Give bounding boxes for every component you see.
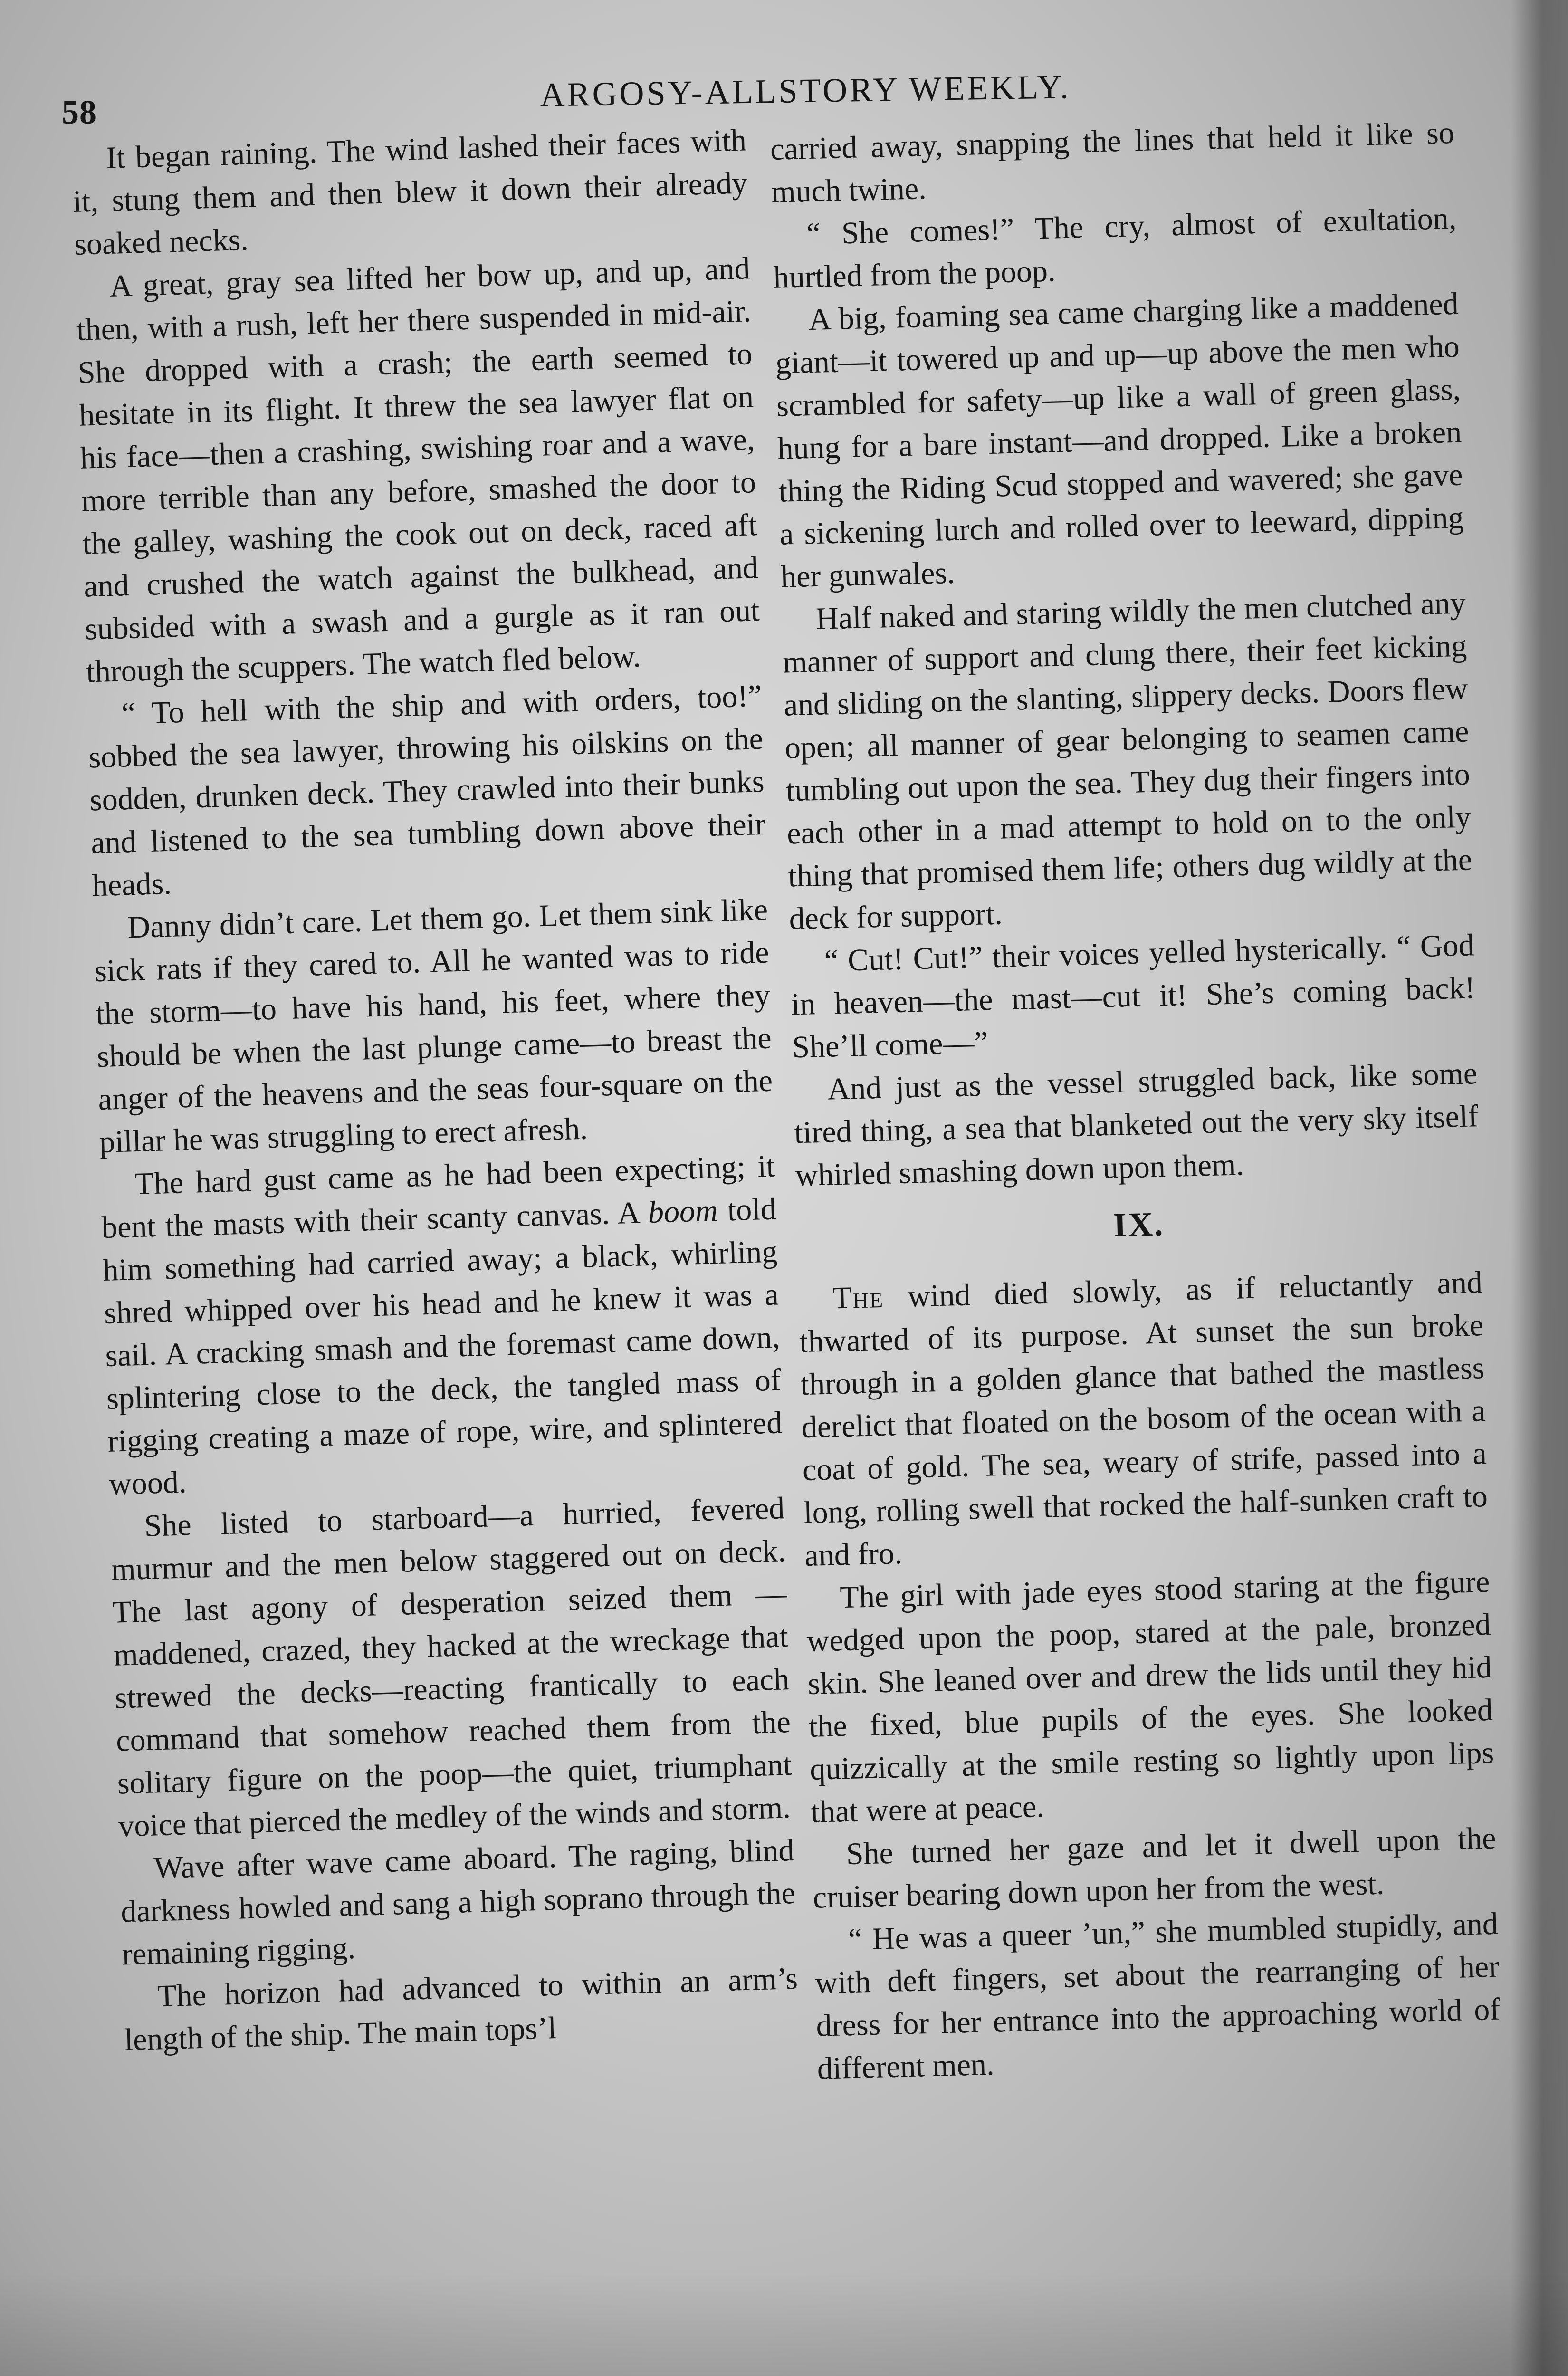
paragraph: It began raining. The wind lashed their faces with it, stung them and then blew it down their already soaked necks.: [72, 123, 748, 262]
paragraph: The horizon had advanced to within an arm’s length of the ship. The main tops’l: [124, 1961, 798, 2058]
paragraph: “ He was a queer ’un,” she mumbled stupidly, and with deft fingers, set about the rearranging of her dress for her entrance into the approaching world of different men.: [814, 1906, 1501, 2086]
italic-word: boom: [647, 1193, 718, 1230]
page-number: 58: [62, 93, 97, 131]
paragraph: Half naked and staring wildly the men clutched any manner of support and clung there, their feet kicking and sliding on the slanting, slippery decks. Doors flew open; all manner of gear belonging to seamen came tumbling out upon the sea. They dug their fingers into each other in a mad attempt to hold on to the only thing that promised them life; others dug wildly at the deck for support.: [782, 585, 1472, 937]
paragraph-text: wind died slowly, as if reluctantly and thwarted of its purpose. At sunset the sun broke through in a golden glance that bathed the mastless derelict that floated on the bosom of the ocean with a coat of gold. The sea, weary of strife, passed into a long, rolling swell that rocked the half-sunken craft to and fro.: [799, 1265, 1488, 1573]
section-heading: IX.: [1113, 1205, 1165, 1245]
paragraph-text: told him something had carried away; a black, whirling shred whipped over his head and he knew it was a sail. A cracking smash and the foremast came down, splintering close to the deck, the tangled mass of rigging creating a maze of rope, wire, and splintered wood.: [102, 1191, 783, 1502]
paragraph: Wave after wave came aboard. The raging, blind darkness howled and sang a high soprano through the remaining rigging.: [120, 1832, 796, 1972]
paragraph: She turned her gaze and let it dwell upon the cruiser bearing down upon her from the west.: [813, 1820, 1497, 1915]
right-column: [770, 112, 1501, 2090]
paragraph: A great, gray sea lifted her bow up, and up, and then, with a rush, left her there suspended in mid-air. She dropped with a crash; the earth seemed to hesitate in its flight. It threw the sea lawyer flat on his face—then a crashing, swishing roar and a wave, more terrible than any before, smashed the door to the galley, washing the cook out on deck, raced aft and crushed the watch against the bulkhead, and subsided with a swash and a gurgle as it ran out through the scuppers. The watch fled below.: [76, 251, 760, 690]
paragraph: And just as the vessel struggled back, like some tired thing, a sea that blanketed out the very sky itself whirled smashing down upon them.: [794, 1056, 1479, 1193]
paragraph: “ She comes!” The cry, almost of exultation, hurtled from the poop.: [773, 201, 1457, 295]
paragraph: “ Cut! Cut!” their voices yelled hysterically. “ God in heaven—the mast—cut it! She’s coming back! She’ll come—”: [791, 928, 1476, 1065]
paragraph: The girl with jade eyes stood staring at the figure wedged upon the poop, stared at the pale, bronzed skin. She leaned over and drew the lids until they hid the fixed, blue pupils of the eyes. She looked quizzically at the smile resting so lightly upon lips that were at peace.: [806, 1564, 1494, 1830]
paragraph: [798, 1261, 1489, 1577]
paragraph: A big, foaming sea came charging like a maddened giant—it towered up and up—up above the men who scrambled for safety—up like a wall of green glass, hung for a bare instant—and dropped. Like a broken thing the Riding Scud stopped and wavered; she gave a sickening lurch and rolled over to leeward, dipping her gunwales.: [775, 286, 1464, 594]
running-head: ARGOSY-ALLSTORY WEEKLY.: [539, 67, 1071, 114]
paragraph: “ To hell with the ship and with orders, too!” sobbed the sea lawyer, throwing his oilskins on the sodden, drunken deck. They crawled into their bunks and listened to the sea tumbling down above their heads.: [88, 678, 766, 903]
paragraph-text: The hard gust came as he had been expecting; it bent the masts with their scanty canvas. A: [101, 1149, 776, 1245]
paragraph: [100, 1145, 784, 1506]
paragraph: Danny didn’t care. Let them go. Let them sink like sick rats if they cared to. All he wanted was to ride the storm—to have his hand, his feet, where they should be when the last plunge came—to breast the anger of the heavens and the seas four-square on the pillar he was struggling to erect afresh.: [94, 892, 773, 1160]
page-edge-shadow: [1511, 0, 1568, 2376]
left-column: [71, 119, 800, 2061]
lead-word: The: [832, 1279, 884, 1316]
paragraph-continuation: carried away, snapping the lines that held it like so much twine.: [770, 115, 1455, 210]
paragraph: She listed to starboard—a hurried, fevered murmur and the men below staggered out on deck. The last agony of desperation seized them — maddened, crazed, they hacked at the wreckage that strewed the decks—reacting frantically to each command that somehow reached them from the solitary figure on the poop—the quiet, triumphant voice that pierced the medley of the winds and storm.: [111, 1491, 793, 1844]
page-bottom-shadow: [0, 2271, 1568, 2376]
